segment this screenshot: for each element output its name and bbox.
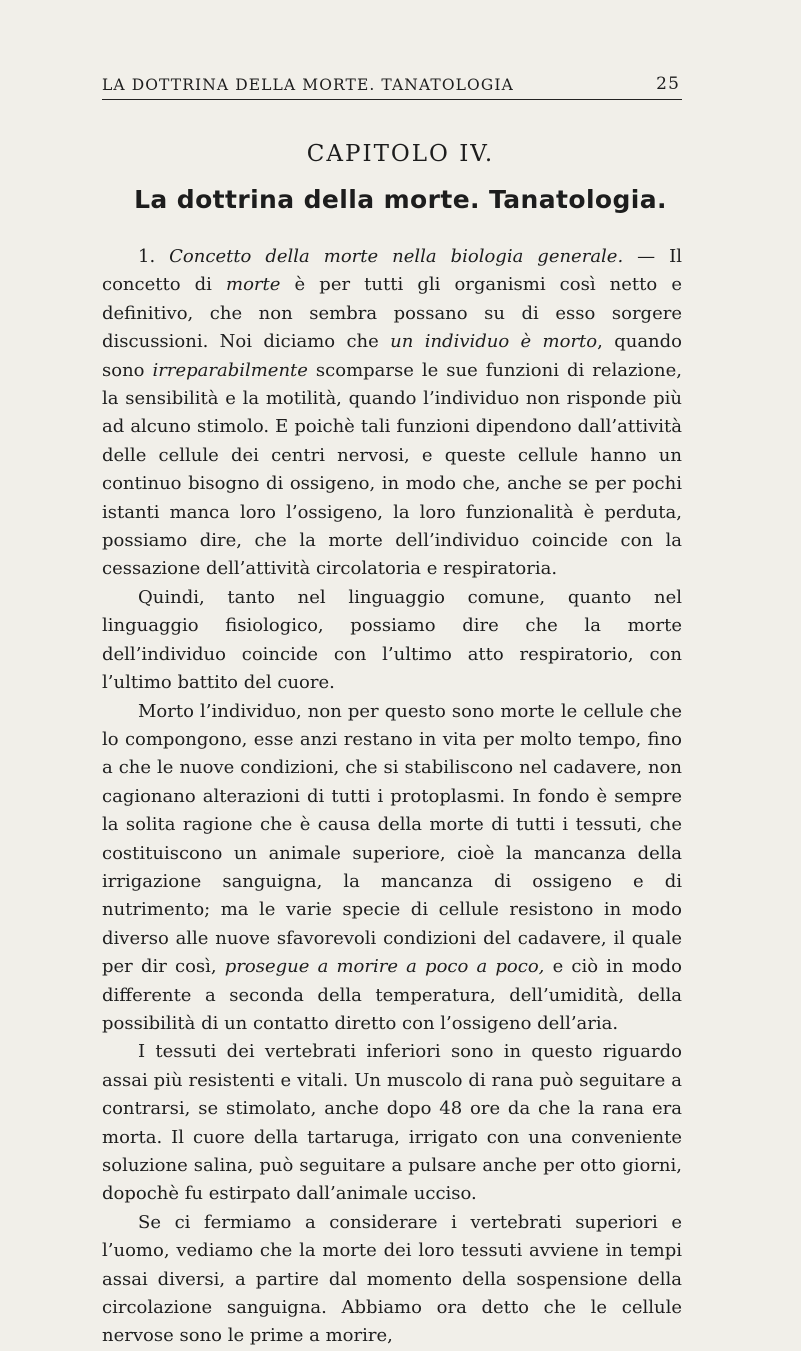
emphasis: irreparabilmente: [152, 359, 308, 381]
chapter-title: La dottrina della morte. Tanatologia.: [134, 185, 667, 214]
text-run: I tessuti dei vertebrati inferiori sono in questo riguardo assai più resistenti e vitali. Un muscolo di rana può seguitare a contrarsi, se stimolato, anche dopo 48 ore da che la rana era morta. Il cuore della tartaruga, irrigato con una conveniente soluzione salina, può seguitare a pulsare anche per otto giorni, dopochè fu estirpato dall’animale ucciso.: [102, 1041, 682, 1205]
body-text: [102, 243, 682, 1351]
text-run: Se ci fermiamo a considerare i vertebrati superiori e l’uomo, vediamo che la morte dei loro tessuti avviene in tempi assai diversi, a partire dal momento della sospensione della circolazione sanguigna. Abbiamo ora detto che le cellule nervose sono le prime a morire,: [102, 1211, 682, 1347]
paragraph-3: [102, 698, 682, 1039]
running-header: [102, 50, 682, 94]
running-title: LA DOTTRINA DELLA MORTE. TANATOLOGIA: [102, 76, 514, 94]
chapter-heading: CAPITOLO IV.: [306, 141, 495, 167]
text-run: , quando sono: [102, 331, 683, 381]
text-run: è per tutti gli organismi così netto e definitivo, che non sembra possano su di esso sorgere discussioni. Noi diciamo che: [102, 274, 682, 353]
text-run: — Il concetto di: [102, 246, 683, 296]
emphasis: morte: [226, 274, 281, 296]
text-run: e ciò in modo differente a seconda della temperatura, dell’umidità, della possibilità di un contatto diretto con l’ossigeno dell’aria.: [102, 956, 683, 1034]
text-run: Quindi, tanto nel linguaggio comune, quanto nel linguaggio fisiologico, possiamo dire che la morte dell’individuo coincide con l’ultimo atto respiratorio, con l’ultimo battito del cuore.: [102, 586, 682, 694]
header-rule: [102, 99, 682, 100]
section-number: 1.: [138, 246, 170, 267]
emphasis: un individuo è morto: [390, 331, 598, 353]
paragraph-1: [102, 243, 682, 584]
text-run: scomparse le sue funzioni di relazione, la sensibilità e la motilità, quando l’individuo non risponde più ad alcuno stimolo. E poichè tali funzioni dipendono dall’attività delle cellule dei centri nervosi, e queste cellule hanno un continuo bisogno di ossigeno, in modo che, anche se per pochi istanti manca loro l’ossigeno, la loro funzionalità è perduta, possiamo dire, che la morte dell’individuo coincide con la cessazione dell’attività circolatoria e respiratoria.: [102, 359, 682, 580]
page-number: 25: [656, 74, 680, 94]
emphasis: prosegue a morire a poco a poco,: [224, 956, 545, 978]
paragraph-5: [102, 1209, 682, 1351]
text-run: Morto l’individuo, non per questo sono morte le cellule che lo compongono, esse anzi restano in vita per molto tempo, fino a che le nuove condizioni, che si stabiliscono nel cadavere, non cagionano alterazioni di tutti i protoplasmi. In fondo è sempre la solita ragione che è causa della morte di tutti i tessuti, che costituiscono un animale superiore, cioè la mancanza della irrigazione sanguigna, la mancanza di ossigeno e di nutrimento; ma le varie specie di cellule resistono in modo diverso alle nuove sfavorevoli condizioni del cadavere, il quale per dir così,: [102, 700, 682, 978]
paragraph-4: [102, 1038, 682, 1208]
section-heading: Concetto della morte nella biologia generale.: [169, 246, 624, 267]
paragraph-2: [102, 584, 682, 698]
